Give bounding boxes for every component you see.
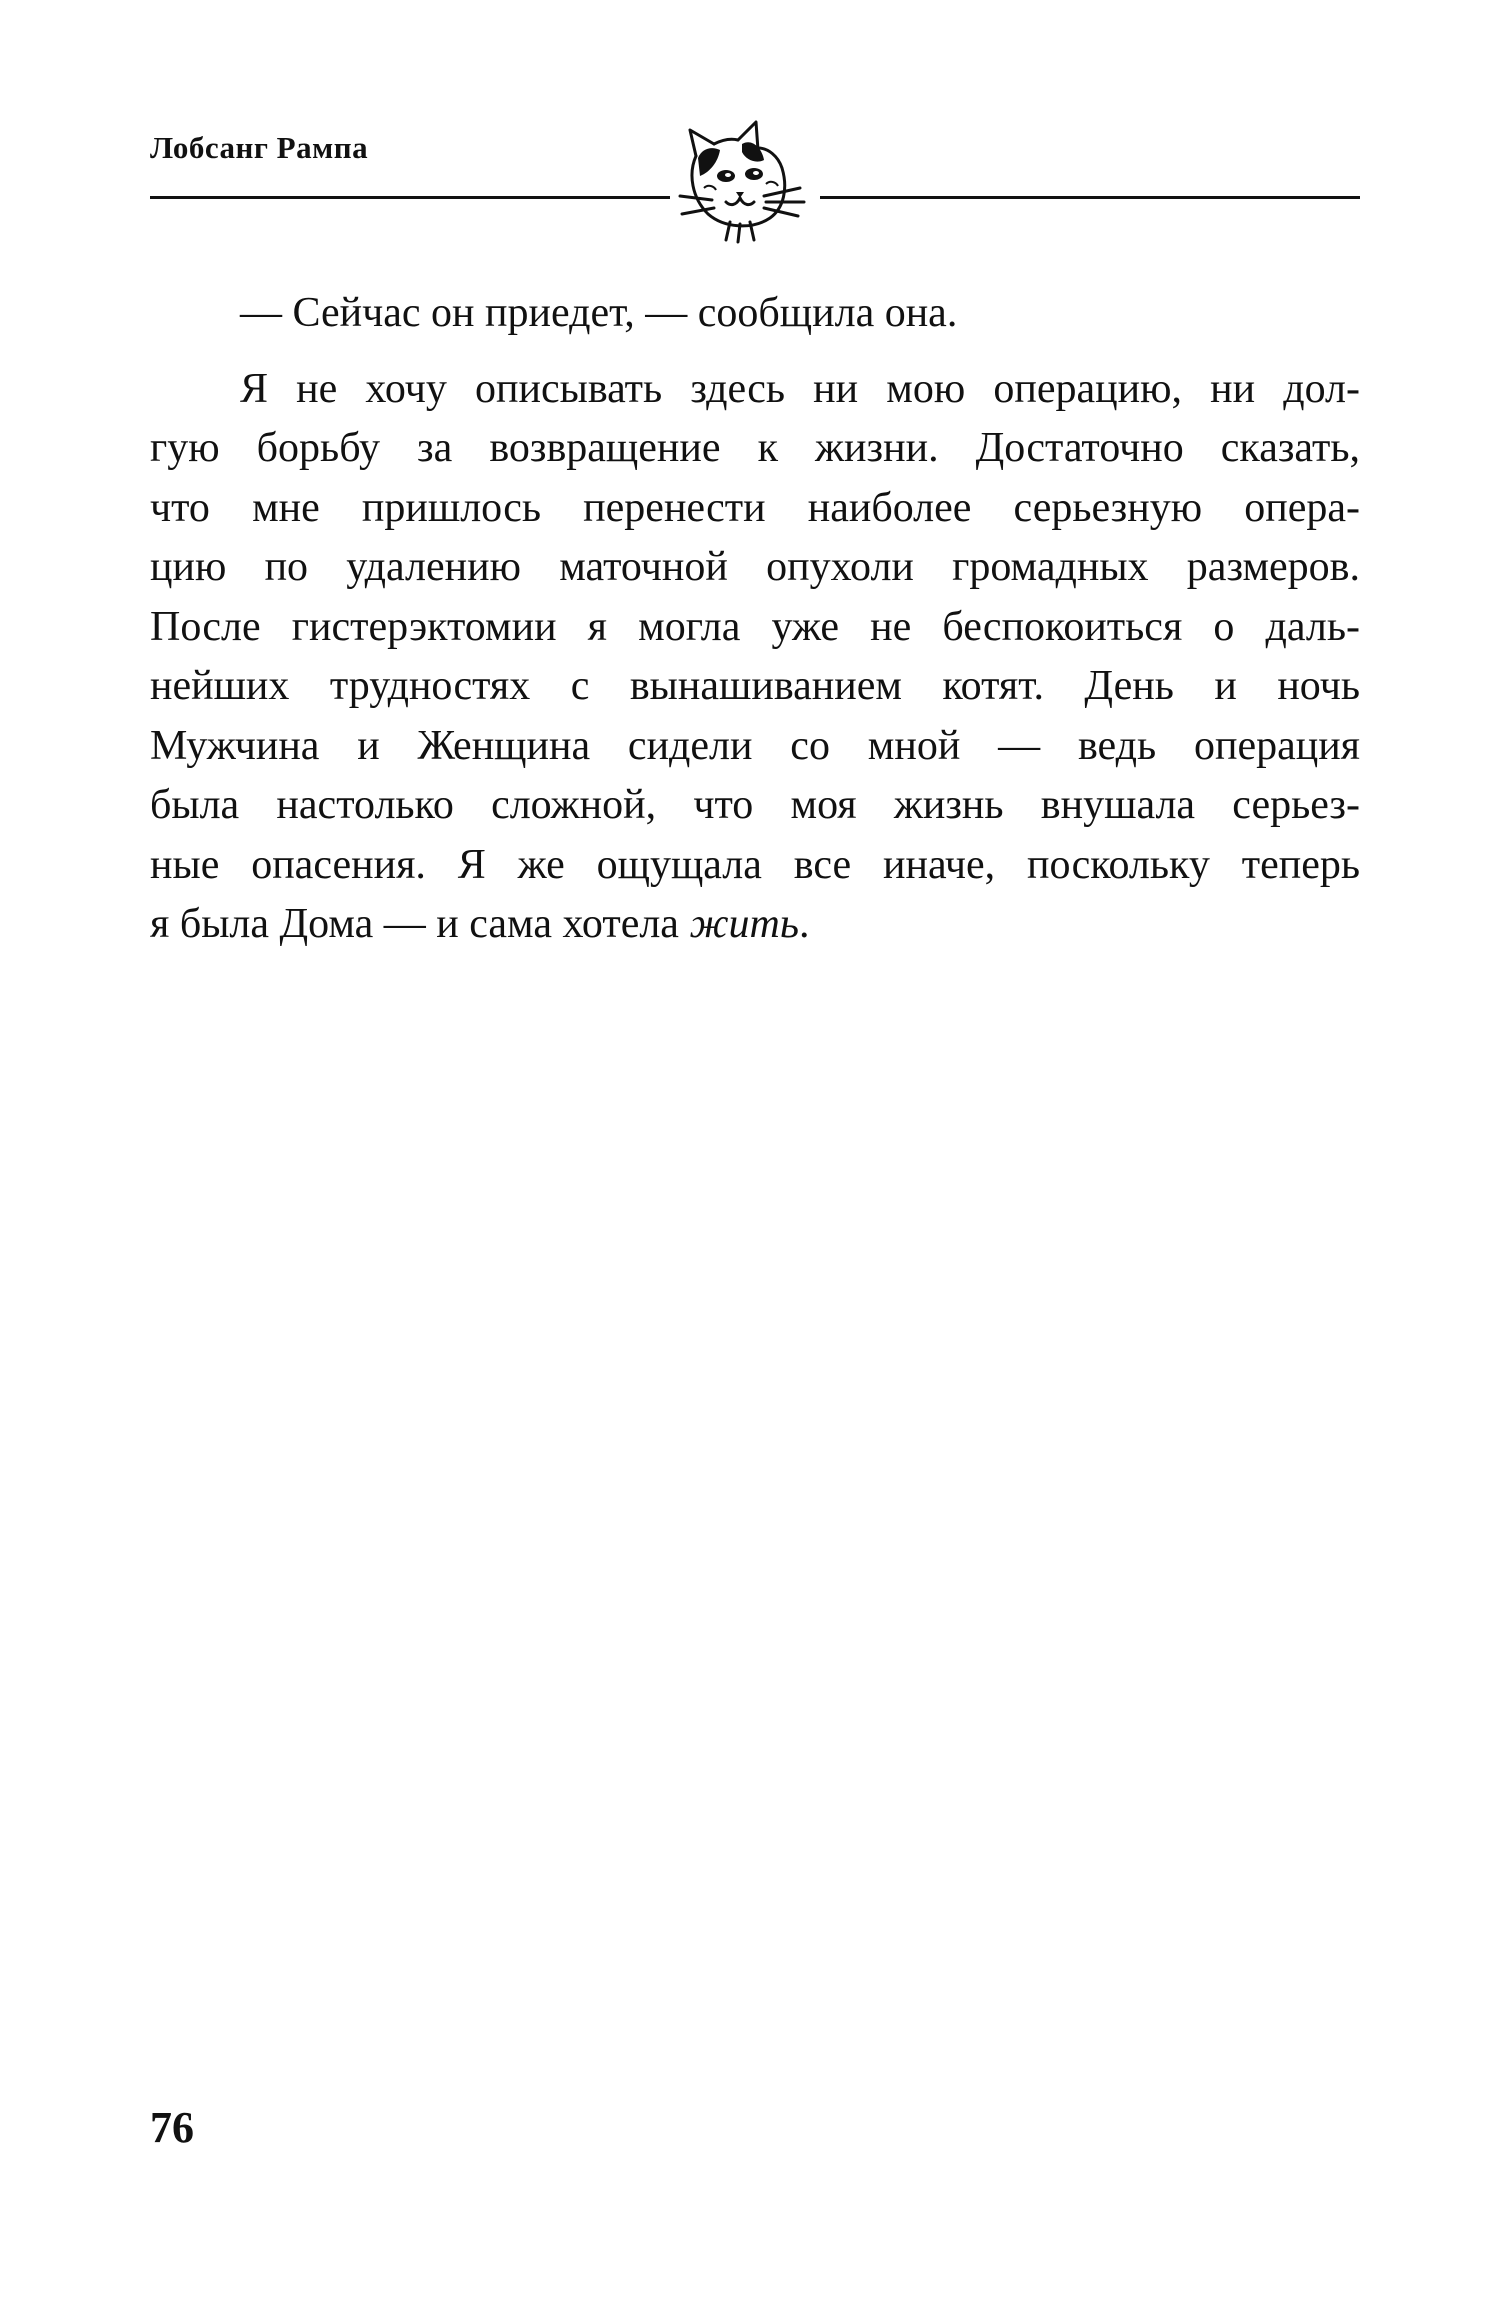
cat-head-icon [668, 118, 818, 248]
header-rule-right [820, 196, 1360, 199]
text-line-last [150, 895, 1360, 955]
text-line: Я не хочу описывать здесь ни мою операцию, ни дол- [240, 365, 1360, 412]
page-number: 76 [150, 2103, 194, 2152]
text-line: Мужчина и Женщина сидели со мной — ведь операция [150, 722, 1360, 769]
running-title: Лобсанг Рампа [150, 130, 369, 165]
text-line: После гистерэктомии я могла уже не беспокоиться о даль- [150, 603, 1360, 650]
text-line: — Сейчас он приедет, — сообщила она. [240, 290, 958, 336]
body-text [150, 284, 1360, 955]
text-line: нейших трудностях с вынашиванием котят. День и ночь [150, 663, 1360, 709]
text-line: была настолько сложной, что моя жизнь внушала серьез- [150, 782, 1360, 828]
header-rule-left [150, 196, 670, 199]
emphasized-word: жить [689, 901, 799, 947]
text-line: цию по удалению маточной опухоли громадных размеров. [150, 544, 1360, 590]
last-line-suffix: . [798, 901, 810, 947]
last-line-prefix: я была Дома — и сама хотела [150, 901, 690, 947]
text-line: гую борьбу за возвращение к жизни. Достаточно сказать, [150, 425, 1360, 471]
text-line: ные опасения. Я же ощущала все иначе, поскольку теперь [150, 841, 1360, 888]
text-line: что мне пришлось перенести наиболее серьезную опера- [150, 484, 1360, 531]
